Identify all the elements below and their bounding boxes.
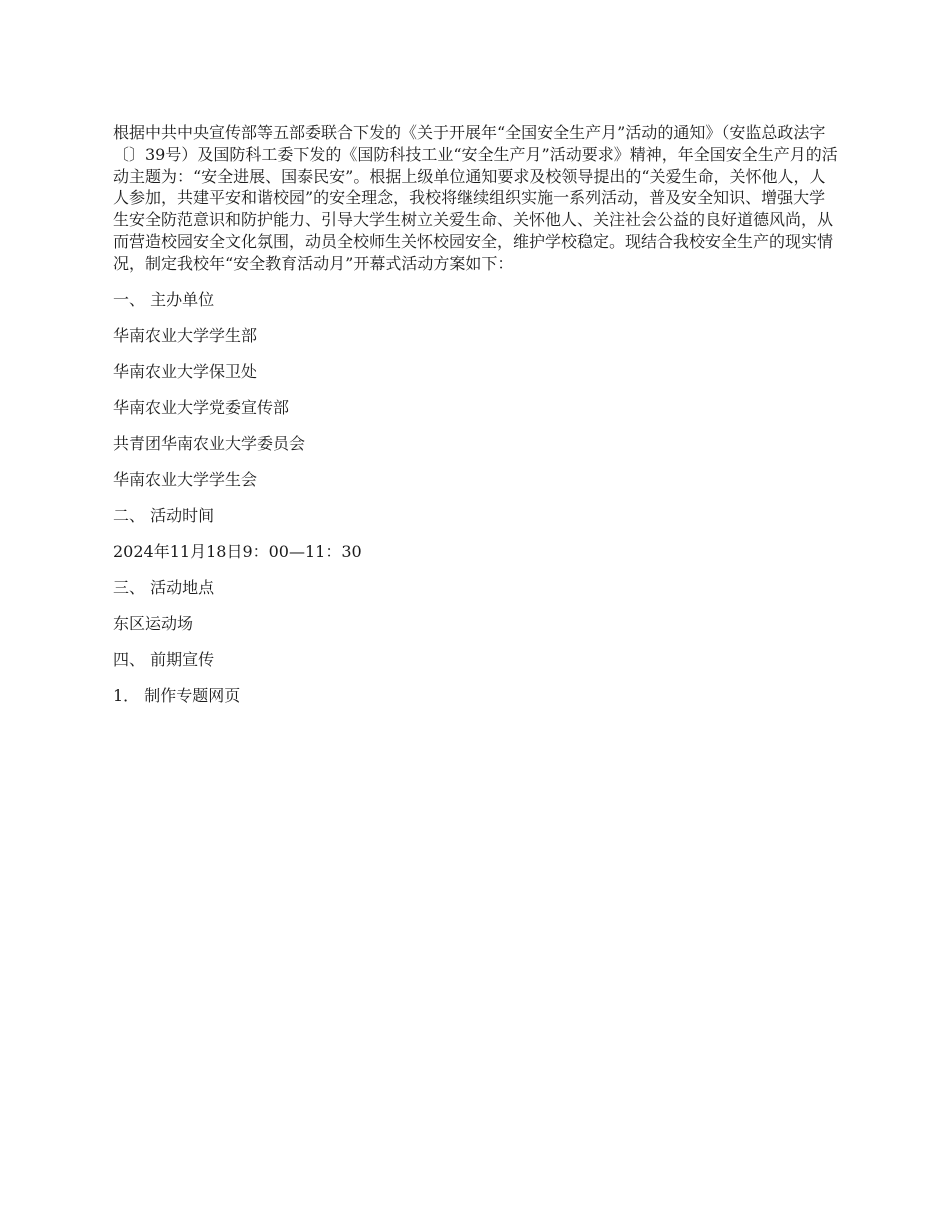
organizer-item: 共青团华南农业大学委员会 [113,433,306,453]
event-location: 东区运动场 [113,613,194,633]
section-heading-publicity: 四、 前期宣传 [113,649,215,669]
section-heading-time: 二、 活动时间 [113,505,215,525]
publicity-item: 1． 制作专题网页 [113,685,241,705]
section-heading-organizers: 一、 主办单位 [113,289,215,309]
event-time: 2024年11月18日9：00—11：30 [113,541,362,561]
section-heading-location: 三、 活动地点 [113,577,215,597]
intro-paragraph: 根据中共中央宣传部等五部委联合下发的《关于开展年“全国安全生产月”活动的通知》（安监总政法字〔〕39号）及国防科工委下发的《国防科技工业“安全生产月”活动要求》精神，年全国安全生产月的活动主题为：“安全进展、国泰民安”。根据上级单位通知要求及校领导提出的“关爱生命，关怀他人，人人参加，共建平安和谐校园”的安全理念，我校将继续组织实施一系列活动，普及安全知识、增强大学生安全防范意识和防护能力、引导大学生树立关爱生命、关怀他人、关注社会公益的良好道德风尚，从而营造校园安全文化氛围，动员全校师生关怀校园安全，维护学校稳定。现结合我校安全生产的现实情况，制定我校年“安全教育活动月”开幕式活动方案如下： [113,123,838,273]
document-page [113,122,840,721]
organizer-item: 华南农业大学保卫处 [113,361,258,381]
organizer-item: 华南农业大学党委宣传部 [113,397,290,417]
organizer-item: 华南农业大学学生部 [113,325,258,345]
organizer-item: 华南农业大学学生会 [113,469,258,489]
